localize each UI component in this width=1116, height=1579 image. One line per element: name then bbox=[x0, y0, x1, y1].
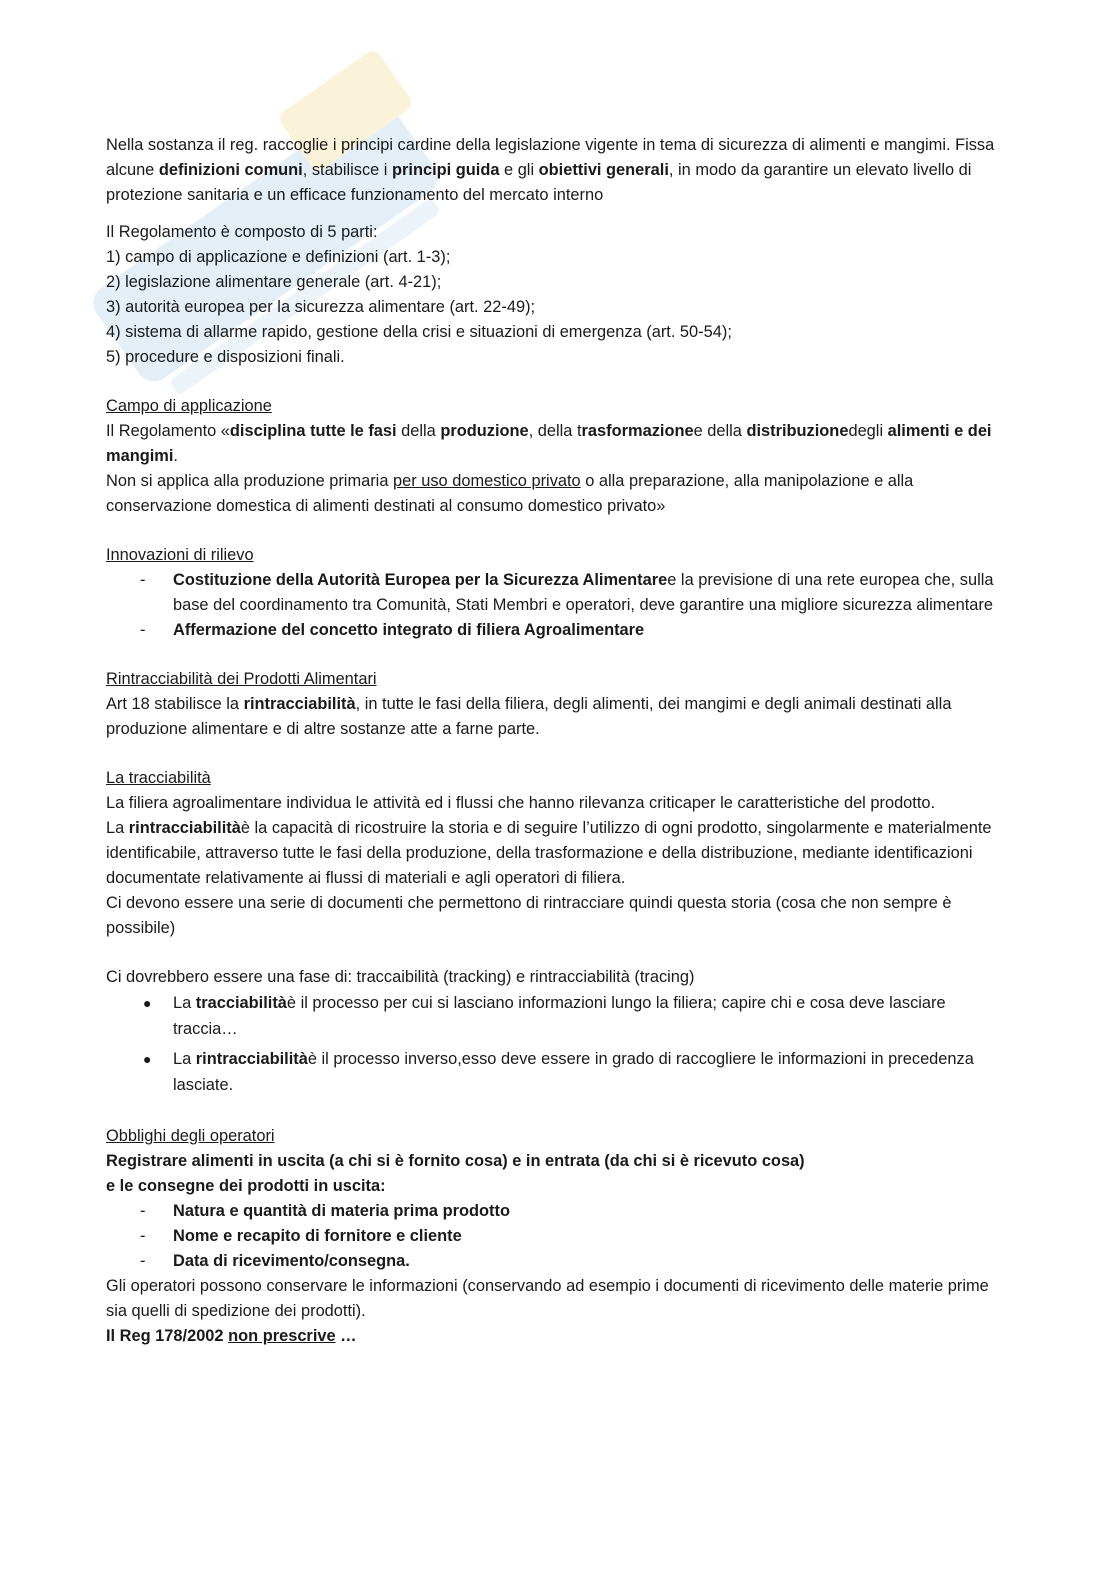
list-item: - Affermazione del concetto integrato di filiera Agroalimentare bbox=[106, 618, 1006, 643]
document-page bbox=[106, 133, 1006, 1349]
tracciabilita-p3: Ci devono essere una serie di documenti che permettono di rintracciare quindi questa storia (cosa che non sempre è possibile) bbox=[106, 894, 952, 937]
obblighi-p1: Gli operatori possono conservare le informazioni (conservando ad esempio i documenti di ricevimento delle materie prime sia quelli di spedizione dei prodotti). bbox=[106, 1277, 989, 1320]
rintracciabilita-paragraph: Art 18 stabilisce la rintracciabilità, in tutte le fasi della filiera, degli alimenti, dei mangimi e degli animali destinati alla produzione alimentare e di altre sostanze atte a farne parte. bbox=[106, 695, 952, 738]
list-item: - Nome e recapito di fornitore e cliente bbox=[106, 1224, 1006, 1249]
parts-item: 5) procedure e disposizioni finali. bbox=[106, 348, 345, 366]
list-item: ● La tracciabilitàè il processo per cui si lasciano informazioni lungo la filiera; capire chi e cosa deve lasciare traccia… bbox=[106, 990, 1006, 1042]
rintracciabilita-heading: Rintracciabilità dei Prodotti Alimentari bbox=[106, 670, 377, 688]
obblighi-b2: e le consegne dei prodotti in uscita: bbox=[106, 1177, 386, 1195]
obblighi-b1: Registrare alimenti in uscita (a chi si è fornito cosa) e in entrata (da chi si è ricevuto cosa) bbox=[106, 1152, 805, 1170]
obblighi-list bbox=[106, 1199, 1006, 1274]
campo-paragraph-2: Non si applica alla produzione primaria per uso domestico privato o alla preparazione, alla manipolazione e alla conservazione domestica di alimenti destinati al consumo domestico privato» bbox=[106, 472, 914, 515]
bullet-icon: ● bbox=[143, 1051, 152, 1067]
parts-item: 4) sistema di allarme rapido, gestione della crisi e situazioni di emergenza (art. 50-54); bbox=[106, 323, 732, 341]
obblighi-heading: Obblighi degli operatori bbox=[106, 1127, 275, 1145]
bullet-icon: ● bbox=[143, 995, 152, 1011]
parts-item: 1) campo di applicazione e definizioni (art. 1-3); bbox=[106, 248, 451, 266]
campo-heading: Campo di applicazione bbox=[106, 397, 272, 415]
campo-paragraph: Il Regolamento «disciplina tutte le fasi della produzione, della trasformazionee della distribuzionedegli alimenti e dei mangimi. bbox=[106, 422, 992, 465]
innovazioni-heading: Innovazioni di rilievo bbox=[106, 546, 254, 564]
parts-title: Il Regolamento è composto di 5 parti: bbox=[106, 223, 378, 241]
tracciabilita-bullets bbox=[106, 990, 1006, 1098]
tracciabilita-p1: La filiera agroalimentare individua le attività ed i flussi che hanno rilevanza criticaper le caratteristiche del prodotto. bbox=[106, 794, 936, 812]
obblighi-last: Il Reg 178/2002 non prescrive … bbox=[106, 1327, 357, 1345]
innovazioni-list bbox=[106, 568, 1006, 643]
intro-paragraph: Nella sostanza il reg. raccoglie i principi cardine della legislazione vigente in tema di sicurezza di alimenti e mangimi. Fissa alcune definizioni comuni, stabilisce i principi guida e gli obiettivi generali, in modo da garantire un elevato livello di protezione sanitaria e un efficace funzionamento del mercato interno bbox=[106, 136, 995, 204]
tracciabilita-p4: Ci dovrebbero essere una fase di: traccaibilità (tracking) e rintracciabilità (tracing) bbox=[106, 968, 695, 986]
tracciabilita-heading: La tracciabilità bbox=[106, 769, 211, 787]
list-item: ● La rintracciabilitàè il processo inverso,esso deve essere in grado di raccogliere le informazioni in precedenza lasciate. bbox=[106, 1046, 1006, 1098]
tracciabilita-p2: La rintracciabilitàè la capacità di ricostruire la storia e di seguire l’utilizzo di ogni prodotto, singolarmente e materialmente identificabile, attraverso tutte le fasi della produzione, della trasformazione e della distribuzione, mediante identificazioni documentate relativamente ai flussi di materiali e agli operatori di filiera. bbox=[106, 819, 992, 887]
list-item: - Costituzione della Autorità Europea per la Sicurezza Alimentaree la previsione di una rete europea che, sulla base del coordinamento tra Comunità, Stati Membri e operatori, deve garantire una migliore sicurezza alimentare bbox=[106, 568, 1006, 618]
parts-item: 3) autorità europea per la sicurezza alimentare (art. 22-49); bbox=[106, 298, 536, 316]
list-item: - Natura e quantità di materia prima prodotto bbox=[106, 1199, 1006, 1224]
list-item: - Data di ricevimento/consegna. bbox=[106, 1249, 1006, 1274]
parts-item: 2) legislazione alimentare generale (art. 4-21); bbox=[106, 273, 442, 291]
